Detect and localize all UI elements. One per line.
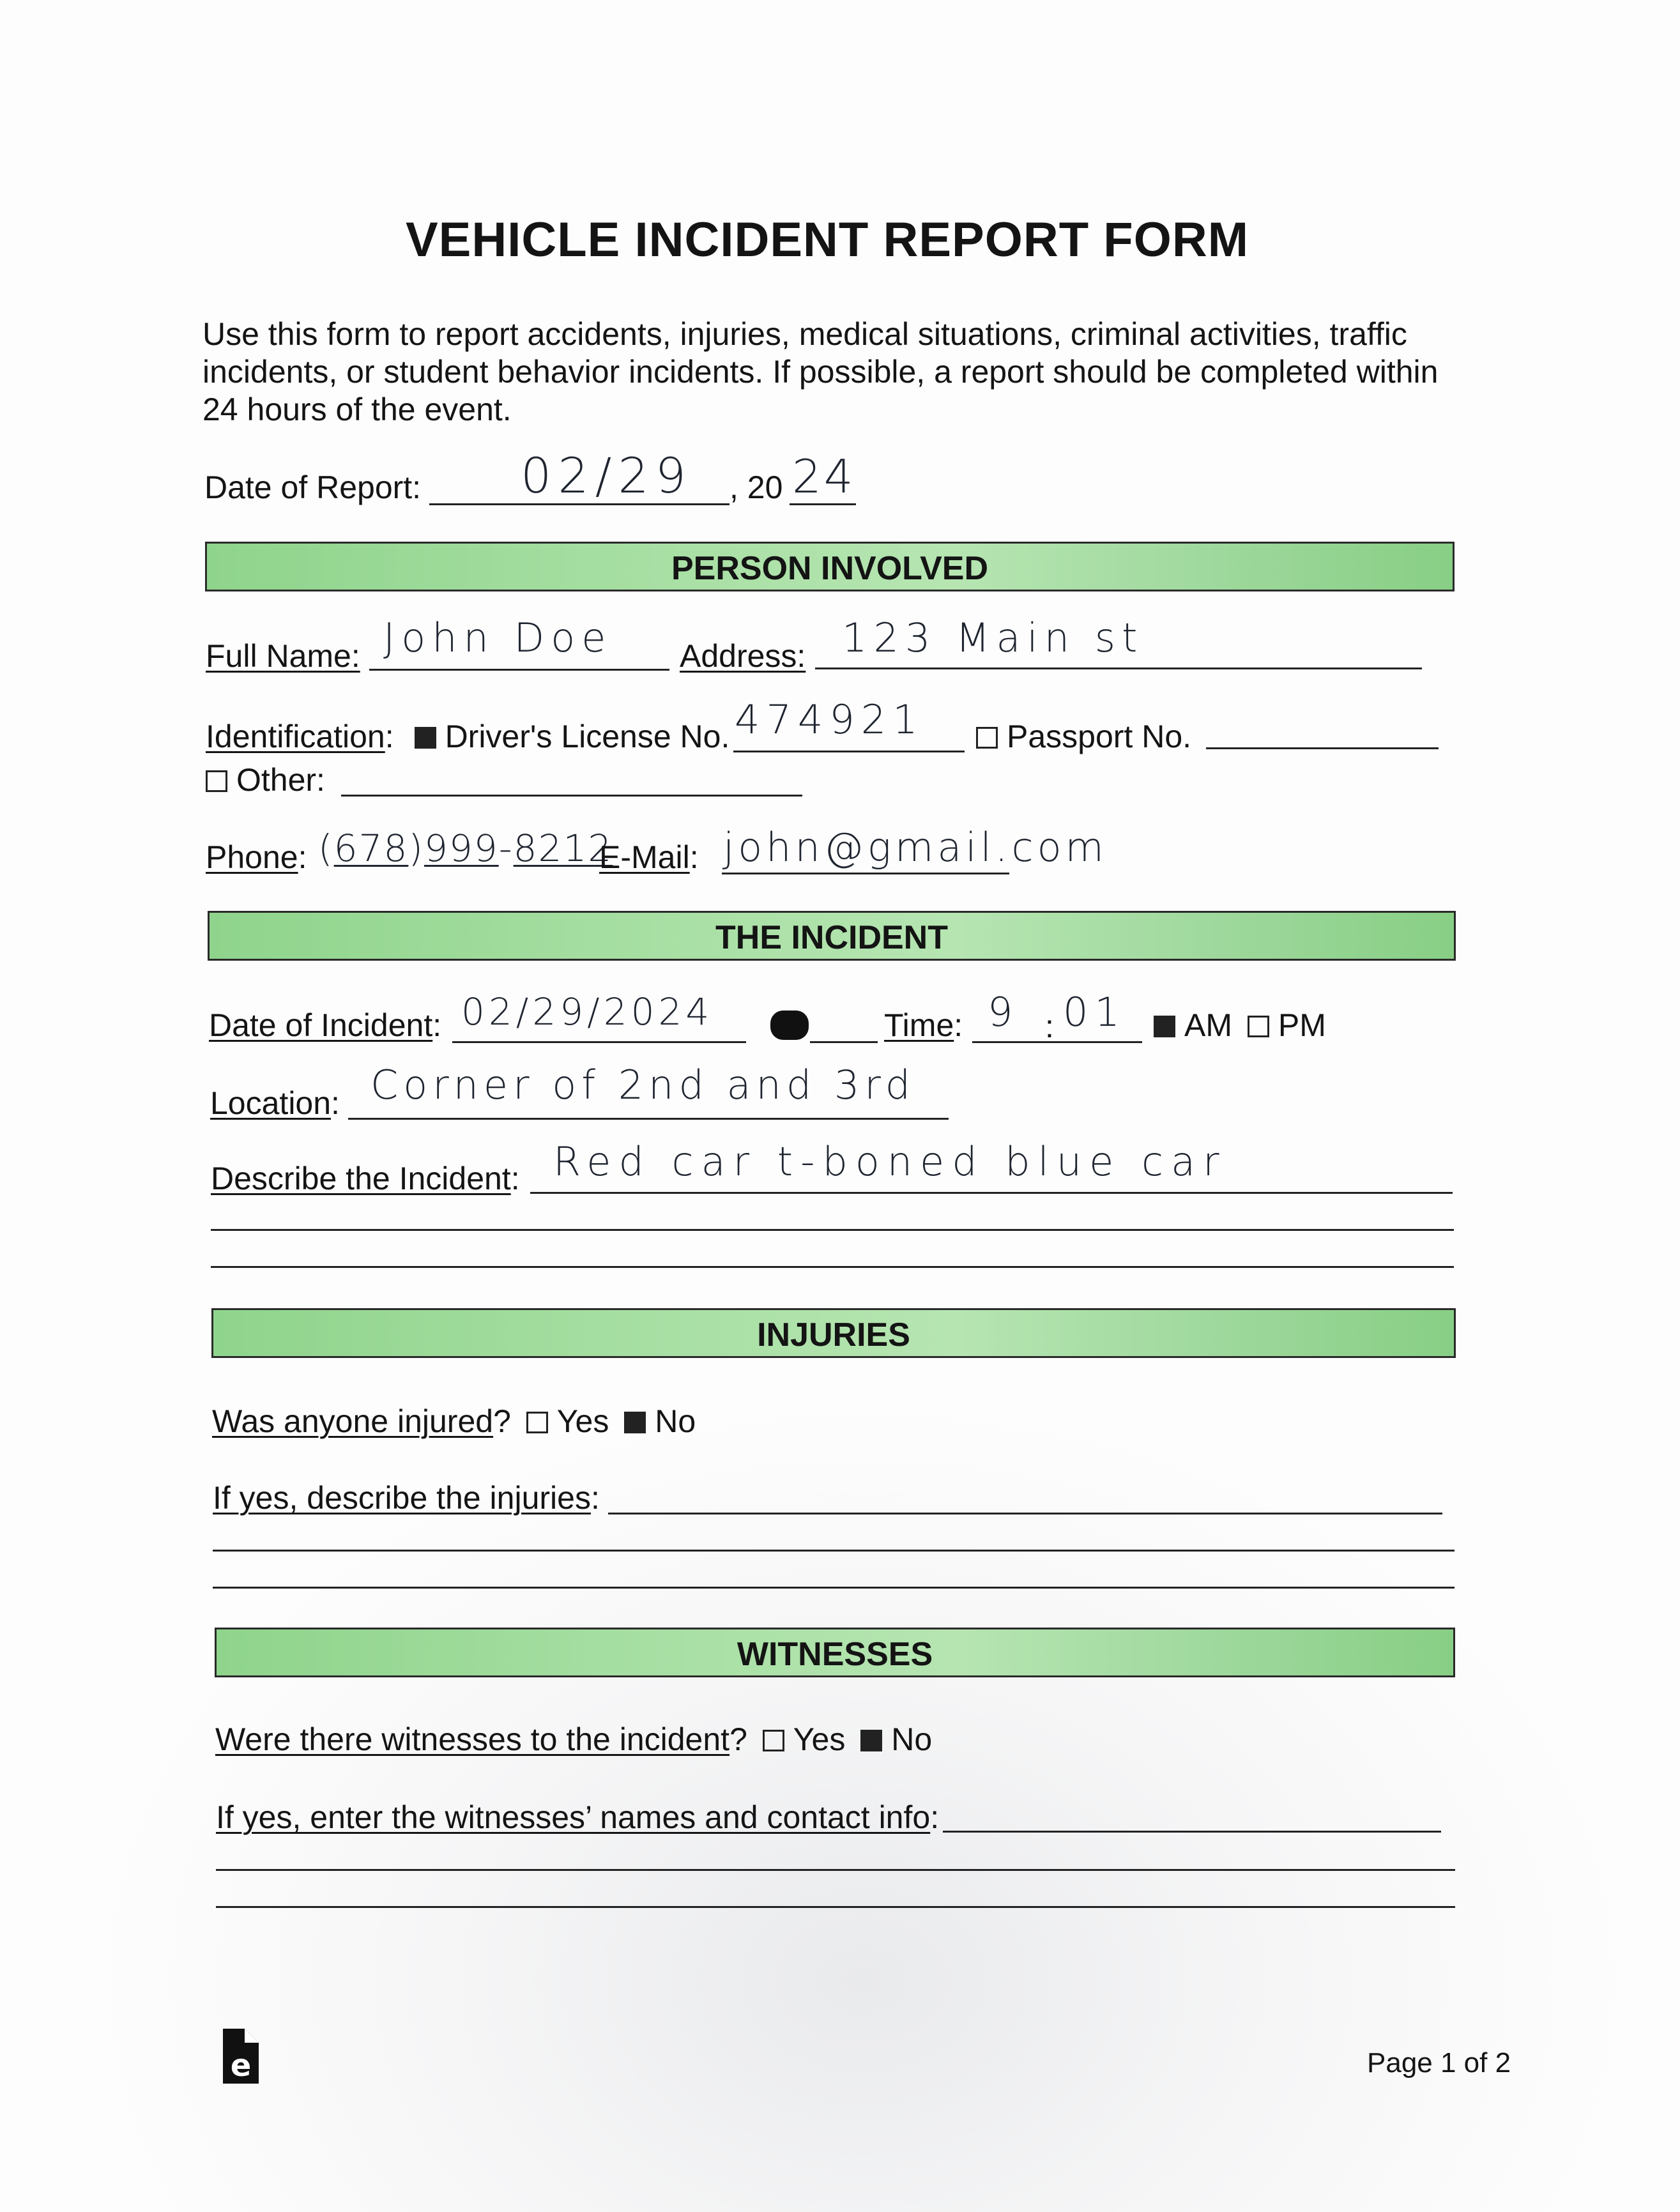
date-of-incident-label: Date of Incident — [209, 1007, 433, 1043]
time-hour[interactable]: 9 — [988, 989, 1019, 1035]
am-checkbox[interactable] — [1154, 1016, 1175, 1037]
injured-question-row: Was anyone injured? Yes No — [212, 1403, 696, 1439]
identification-row: Identification: Driver's License No. — [206, 719, 730, 754]
date-of-incident-value[interactable]: 02/29/2024 — [461, 990, 714, 1034]
describe-incident-value[interactable]: Red car t-boned blue car — [553, 1138, 1227, 1185]
injured-yes-label: Yes — [556, 1403, 609, 1439]
describe-injuries-line-2[interactable] — [213, 1550, 1455, 1552]
injured-no-checkbox[interactable] — [624, 1412, 646, 1433]
eforms-logo-icon — [223, 2029, 259, 2084]
injured-yes-checkbox[interactable] — [526, 1412, 548, 1433]
location-label: Location — [210, 1085, 332, 1121]
witnesses-yes-checkbox[interactable] — [763, 1730, 784, 1751]
witnesses-question-row: Were there witnesses to the incident? Yes No — [215, 1721, 933, 1757]
email-label: E-Mail — [599, 839, 690, 875]
injured-no-label: No — [655, 1403, 696, 1439]
date-of-report-label: Date of Report: — [204, 469, 422, 505]
full-name-label: Full Name: — [206, 638, 360, 674]
am-label: AM — [1184, 1007, 1232, 1043]
form-title: VEHICLE INCIDENT REPORT FORM — [405, 213, 1249, 267]
time-label: Time — [884, 1007, 954, 1043]
describe-injuries-label: If yes, describe the injuries — [213, 1480, 591, 1516]
section-person-involved: PERSON INVOLVED — [205, 542, 1455, 591]
passport-row — [976, 718, 1191, 755]
phone-value[interactable]: (678)999-8212 — [318, 827, 613, 870]
form-instructions: Use this form to report accidents, injuries, medical situations, criminal activities, traffic incidents, or student behavior incidents. If possible, a report should be completed within 24 hours of the event. — [202, 316, 1439, 427]
drivers-license-label: Driver's License No. — [445, 719, 730, 754]
describe-injuries-line-3[interactable] — [213, 1587, 1455, 1589]
describe-incident-line-2[interactable] — [211, 1229, 1454, 1231]
phone-row: Phone: — [206, 839, 307, 875]
address-label: Address: — [680, 638, 806, 674]
page-number: Page 1 of 2 — [1367, 2047, 1511, 2079]
pm-checkbox[interactable] — [1248, 1016, 1269, 1037]
witnesses-question: Were there witnesses to the incident — [215, 1721, 730, 1757]
drivers-license-value[interactable]: 474921 — [735, 696, 924, 743]
other-row — [206, 761, 325, 798]
injured-question: Was anyone injured — [212, 1403, 494, 1439]
location-value[interactable]: Corner of 2nd and 3rd — [370, 1062, 916, 1108]
witnesses-yes-label: Yes — [793, 1721, 846, 1757]
phone-label: Phone — [206, 839, 298, 875]
section-witnesses: WITNESSES — [215, 1628, 1455, 1677]
witnesses-info-line-1[interactable] — [943, 1831, 1441, 1833]
describe-injuries-line-1[interactable] — [608, 1513, 1442, 1514]
date-of-report-year-prefix: , 20 — [729, 469, 783, 505]
email-value[interactable]: john@gmail.com — [723, 824, 1108, 871]
witnesses-no-label: No — [891, 1721, 933, 1757]
other-label: Other: — [236, 762, 325, 798]
am-pm-row — [1154, 1007, 1326, 1044]
witnesses-info-line-3[interactable] — [216, 1906, 1455, 1908]
describe-incident-label: Describe the Incident — [211, 1161, 511, 1196]
date-of-report-year[interactable]: 24 — [792, 450, 856, 503]
drivers-license-checkbox[interactable] — [415, 727, 436, 749]
passport-label: Passport No. — [1007, 719, 1192, 754]
redaction-mark — [770, 1011, 809, 1040]
date-of-report-value[interactable]: 02/29 — [521, 447, 693, 504]
witnesses-no-checkbox[interactable] — [860, 1730, 882, 1751]
svg-text:e: e — [230, 2048, 252, 2084]
describe-incident-line-3[interactable] — [211, 1266, 1454, 1268]
passport-checkbox[interactable] — [976, 727, 998, 749]
identification-label: Identification — [206, 719, 385, 754]
other-checkbox[interactable] — [206, 770, 227, 792]
address-value[interactable]: 123 Main st — [842, 614, 1144, 661]
witnesses-info-label: If yes, enter the witnesses’ names and contact info — [216, 1799, 931, 1835]
time-minute[interactable]: 01 — [1063, 989, 1126, 1035]
pm-label: PM — [1278, 1007, 1326, 1043]
section-the-incident: THE INCIDENT — [208, 911, 1456, 961]
section-injuries: INJURIES — [211, 1308, 1456, 1358]
full-name-value[interactable]: John Doe — [383, 614, 613, 661]
witnesses-info-line-2[interactable] — [216, 1869, 1455, 1871]
